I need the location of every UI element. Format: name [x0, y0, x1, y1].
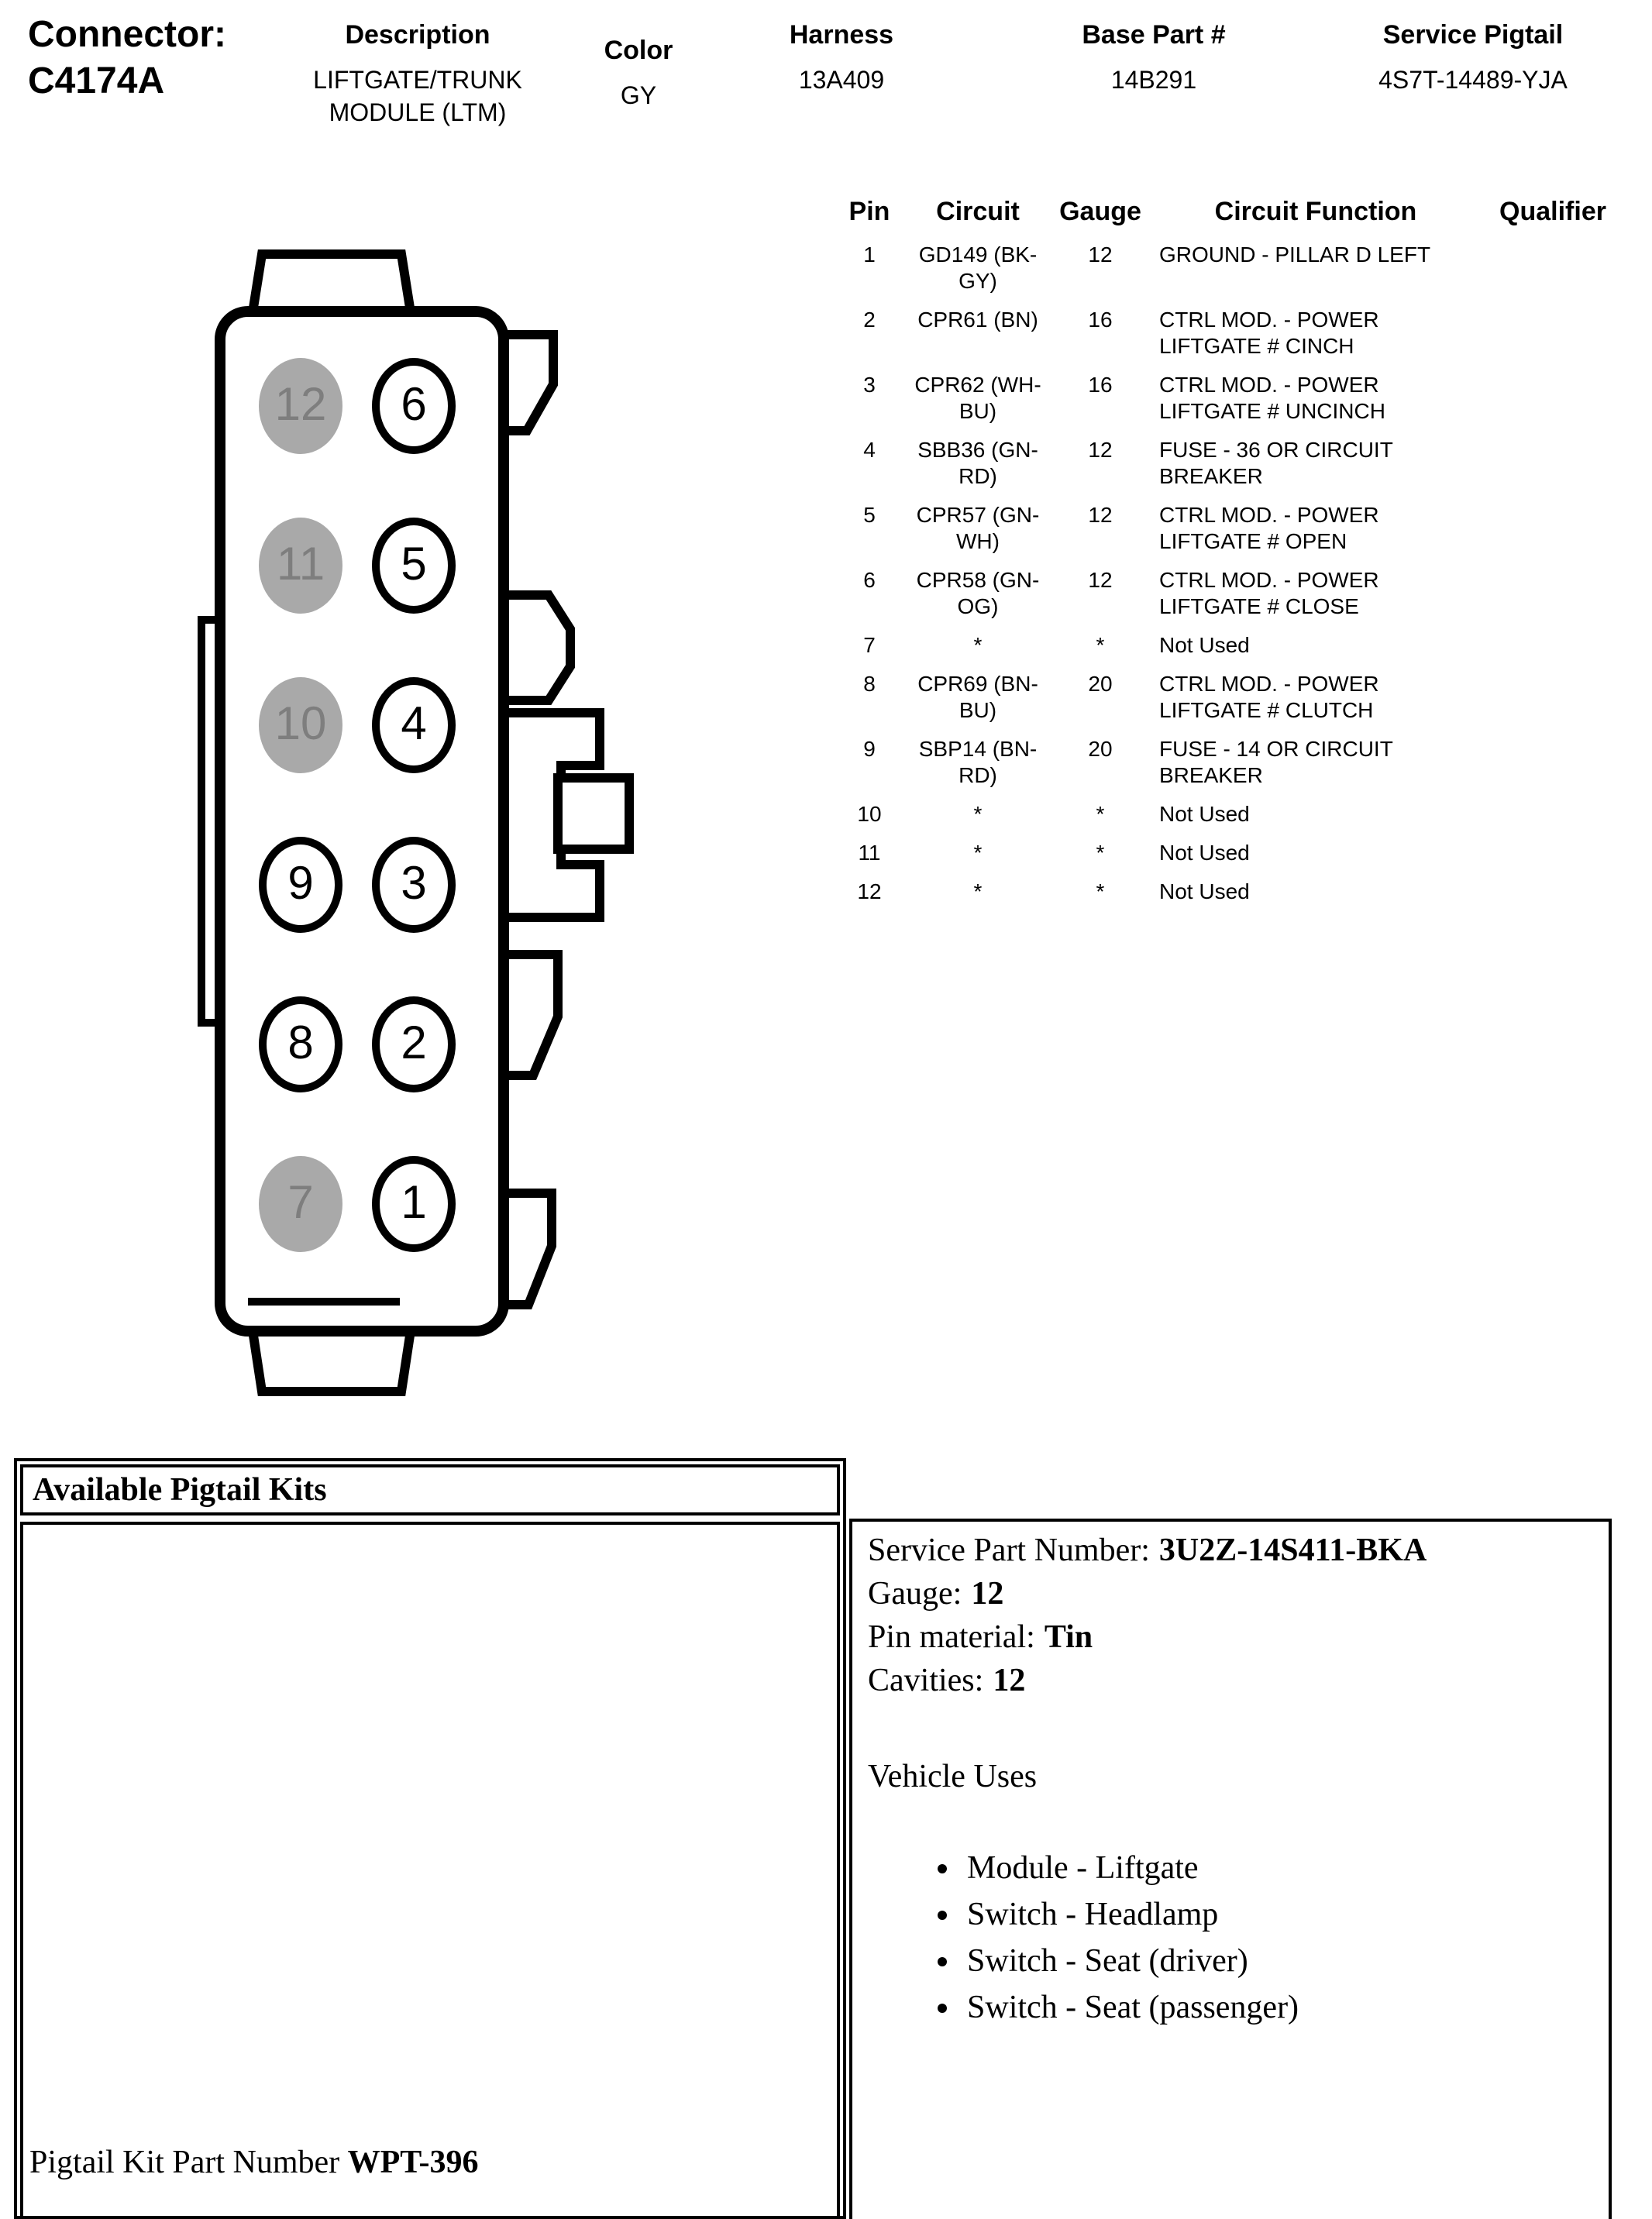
- gauge-cell: *: [1096, 840, 1105, 865]
- service-field-value: 12: [993, 1661, 1026, 1698]
- pin-number: 6: [401, 380, 427, 431]
- pin-table-header-function: Circuit Function: [1214, 197, 1417, 226]
- service-fields: [868, 1528, 1593, 1701]
- pin-cell: 1: [863, 242, 876, 267]
- function-cell: FUSE - 36 OR CIRCUIT BREAKER: [1159, 437, 1393, 488]
- qualifier-cell: [1482, 301, 1624, 366]
- header-column-label: Color: [604, 36, 673, 65]
- function-cell: Not Used: [1159, 801, 1250, 826]
- service-field-value: Tin: [1044, 1618, 1093, 1655]
- header-column-value: 4S7T-14489-YJA: [1378, 68, 1568, 95]
- header-column-label: Service Pigtail: [1382, 20, 1564, 50]
- pin-column-left: [259, 358, 342, 1252]
- connector-diagram: [170, 232, 682, 1433]
- connector-label: Connector:: [28, 14, 226, 56]
- gauge-cell: *: [1096, 632, 1105, 657]
- qualifier-cell: [1482, 730, 1624, 795]
- pin-cell: 12: [857, 879, 882, 903]
- qualifier-cell: [1482, 366, 1624, 431]
- circuit-cell: *: [973, 879, 983, 903]
- pin-cell: 10: [857, 801, 882, 826]
- qualifier-cell: [1482, 561, 1624, 626]
- gauge-cell: 16: [1088, 307, 1113, 332]
- header-column-label: Harness: [789, 20, 894, 50]
- circuit-cell: GD149 (BK-GY): [918, 242, 1038, 293]
- connector-pin: [372, 677, 456, 773]
- connector-pin: [259, 677, 342, 773]
- pin-cell: 9: [863, 736, 876, 761]
- pin-table-header-circuit: Circuit: [936, 197, 1020, 226]
- pigtail-kit-part-number: [29, 2143, 831, 2182]
- connector-pin: [372, 518, 456, 614]
- vehicle-use-item: • Switch - Headlamp: [967, 1890, 1593, 1937]
- header-column-value: LIFTGATE/TRUNK MODULE (LTM): [313, 68, 522, 127]
- pin-number: 10: [274, 699, 327, 750]
- pin-number: 11: [276, 539, 325, 590]
- pin-number: 4: [401, 699, 427, 750]
- connector-pin: [259, 996, 342, 1092]
- header-column: [749, 19, 934, 98]
- header-column: [282, 19, 553, 130]
- vehicle-use-item: • Switch - Seat (passenger): [967, 1983, 1593, 2030]
- gauge-cell: 20: [1088, 736, 1113, 761]
- vehicle-use-item: • Switch - Seat (driver): [967, 1937, 1593, 1983]
- pin-table-header-qualifier: Qualifier: [1499, 197, 1606, 226]
- connector-pin: [372, 358, 456, 454]
- pin-number: 7: [287, 1178, 314, 1229]
- pigtail-kit-part-number-value: WPT-396: [347, 2143, 479, 2180]
- connector-pin: [372, 1156, 456, 1252]
- pin-number: 9: [287, 858, 314, 910]
- pigtail-kit-part-number-label: Pigtail Kit Part Number: [29, 2143, 340, 2180]
- circuit-cell: SBP14 (BN-RD): [918, 736, 1038, 787]
- header-columns: [0, 0, 1652, 170]
- connector-pin: [259, 358, 342, 454]
- header-column-value: GY: [620, 84, 657, 110]
- pin-column-right: [372, 358, 456, 1252]
- pin-cell: 2: [863, 307, 876, 332]
- connector-id: C4174A: [28, 60, 165, 102]
- pin-table: [834, 198, 1624, 911]
- function-cell: Not Used: [1159, 632, 1250, 657]
- gauge-cell: 20: [1088, 671, 1113, 696]
- pin-table-header-gauge: Gauge: [1059, 197, 1141, 226]
- pin-cell: 6: [863, 567, 876, 592]
- pin-number: 1: [401, 1178, 427, 1229]
- pigtail-kits-body: [20, 1522, 840, 2216]
- service-field-label: Gauge:: [868, 1574, 962, 1612]
- function-cell: CTRL MOD. - POWER LIFTGATE # UNCINCH: [1159, 372, 1385, 423]
- pin-cell: 11: [858, 840, 881, 865]
- connector-pin: [259, 518, 342, 614]
- circuit-cell: *: [973, 632, 983, 657]
- service-info-box: [849, 1519, 1612, 2219]
- qualifier-cell: [1482, 795, 1624, 834]
- circuit-cell: CPR58 (GN-OG): [916, 567, 1040, 618]
- vehicle-use-item: • Module - Liftgate: [967, 1844, 1593, 1890]
- qualifier-cell: [1482, 236, 1624, 301]
- function-cell: Not Used: [1159, 840, 1250, 865]
- pin-cell: 5: [863, 502, 876, 527]
- qualifier-cell: [1482, 431, 1624, 496]
- header-column: [1314, 19, 1632, 98]
- service-field: [868, 1528, 1593, 1571]
- circuit-cell: CPR69 (BN-BU): [917, 671, 1038, 722]
- gauge-cell: 16: [1088, 372, 1113, 397]
- function-cell: FUSE - 14 OR CIRCUIT BREAKER: [1159, 736, 1393, 787]
- service-field: [868, 1658, 1593, 1701]
- header-column-label: Base Part #: [1082, 20, 1226, 50]
- pin-cell: 4: [863, 437, 876, 462]
- pin-number: 12: [274, 380, 327, 431]
- service-field-value: 12: [971, 1574, 1004, 1612]
- connector-pin: [259, 837, 342, 933]
- vehicle-uses-title: Vehicle Uses: [868, 1757, 1038, 1794]
- pin-number: 8: [287, 1018, 314, 1069]
- circuit-cell: *: [973, 840, 983, 865]
- service-field: [868, 1571, 1593, 1615]
- qualifier-cell: [1482, 665, 1624, 730]
- vehicle-uses-list: [868, 1844, 1593, 2030]
- circuit-cell: CPR62 (WH-BU): [914, 372, 1041, 423]
- header-column: [1041, 19, 1266, 98]
- header-column-value: 13A409: [798, 68, 885, 95]
- pin-cell: 7: [863, 632, 876, 657]
- gauge-cell: 12: [1088, 242, 1113, 267]
- header-column-value: 14B291: [1110, 68, 1197, 95]
- connector-title: [28, 12, 226, 105]
- service-field-value: 3U2Z-14S411-BKA: [1158, 1531, 1427, 1568]
- pin-number: 2: [401, 1018, 427, 1069]
- gauge-cell: 12: [1088, 567, 1113, 592]
- qualifier-cell: [1482, 872, 1624, 911]
- header-column-label: Description: [345, 20, 490, 50]
- function-cell: CTRL MOD. - POWER LIFTGATE # CLOSE: [1159, 567, 1379, 618]
- pigtail-kits-box: [14, 1458, 846, 2219]
- service-field-label: Cavities:: [868, 1661, 984, 1698]
- qualifier-cell: [1482, 834, 1624, 872]
- function-cell: CTRL MOD. - POWER LIFTGATE # CLUTCH: [1159, 671, 1379, 722]
- circuit-cell: CPR57 (GN-WH): [916, 502, 1040, 553]
- header-column: [578, 34, 699, 113]
- pin-number: 3: [401, 858, 427, 910]
- pin-cell: 8: [863, 671, 876, 696]
- function-cell: Not Used: [1159, 879, 1250, 903]
- connector-pin: [372, 996, 456, 1092]
- pin-number: 5: [401, 539, 427, 590]
- function-cell: GROUND - PILLAR D LEFT: [1159, 242, 1431, 267]
- qualifier-cell: [1482, 626, 1624, 665]
- circuit-cell: CPR61 (BN): [917, 307, 1038, 332]
- gauge-cell: *: [1096, 879, 1105, 903]
- service-field-label: Pin material:: [868, 1618, 1035, 1655]
- pin-cell: 3: [863, 372, 876, 397]
- pigtail-kits-title: Available Pigtail Kits: [20, 1464, 840, 1515]
- qualifier-cell: [1482, 496, 1624, 561]
- function-cell: CTRL MOD. - POWER LIFTGATE # OPEN: [1159, 502, 1379, 553]
- service-field-label: Service Part Number:: [868, 1531, 1150, 1568]
- circuit-cell: *: [973, 801, 983, 826]
- gauge-cell: 12: [1088, 437, 1113, 462]
- gauge-cell: *: [1096, 801, 1105, 826]
- circuit-cell: SBB36 (GN-RD): [917, 437, 1038, 488]
- pin-table-header-pin: Pin: [848, 197, 890, 226]
- connector-pin: [259, 1156, 342, 1252]
- connector-pin: [372, 837, 456, 933]
- gauge-cell: 12: [1088, 502, 1113, 527]
- function-cell: CTRL MOD. - POWER LIFTGATE # CINCH: [1159, 307, 1379, 358]
- service-field: [868, 1615, 1593, 1658]
